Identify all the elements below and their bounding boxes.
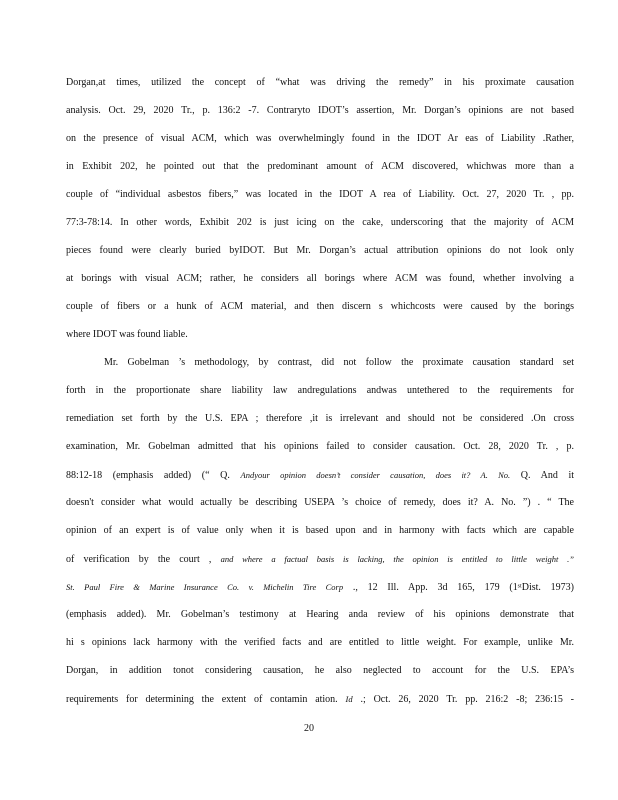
case-citation: ., 12 Ill. App. 3d 165, 179 (1ˢᵗDist. 1973) <box>352 582 574 593</box>
text-line: on the presence of visual ACM, which was overwhelmingly found in the IDOT Ar eas of Liability .Rather, <box>66 133 574 144</box>
citation-text: 88:12-18 (emphasis added) (“ Q. <box>66 470 230 481</box>
text-line <box>66 580 574 595</box>
text-line <box>66 468 574 483</box>
text-line: in Exhibit 202, he pointed out that the predominant amount of ACM discovered, whichwas more than a <box>66 161 574 172</box>
body-text: requirements for determining the extent of contamin ation. <box>66 694 338 705</box>
text-line: analysis. Oct. 29, 2020 Tr., p. 136:2 -7. Contraryto IDOT’s assertion, Mr. Dorgan’s opinions are not based <box>66 105 574 116</box>
text-line: doesn't consider what would actually be describing USEPA ’s choice of remedy, does it? A. No. ”) . “ The <box>66 497 574 508</box>
text-line: where IDOT was found liable. <box>66 329 188 340</box>
text-line: opinion of an expert is of value only when it is based upon and in harmony with facts which are capable <box>66 525 574 536</box>
text-line <box>66 552 574 567</box>
text-line: Mr. Gobelman ’s methodology, by contrast, did not follow the proximate causation standard set <box>104 357 574 368</box>
emphasized-quote: and where a factual basis is lacking, the opinion is entitled to little weight .” <box>220 554 575 564</box>
text-line: Dorgan, in addition tonot considering causation, he also neglected to account for the U.S. EPA’s <box>66 665 574 676</box>
text-line: Dorgan,at times, utilized the concept of “what was driving the remedy” in his proximate causation <box>66 77 574 88</box>
body-text: .; Oct. 26, 2020 Tr. pp. 216:2 -8; 236:15 - <box>360 694 575 705</box>
text-line: hi s opinions lack harmony with the verified facts and are entitled to little weight. For example, unlike Mr. <box>66 637 574 648</box>
text-line: examination, Mr. Gobelman admitted that his opinions failed to consider causation. Oct. 28, 2020 Tr. , p. <box>66 441 574 452</box>
text-line <box>66 692 574 707</box>
text-line: (emphasis added). Mr. Gobelman’s testimony at Hearing anda review of his opinions demonstrate that <box>66 609 574 620</box>
text-line: remediation set forth by the U.S. EPA ; therefore ,it is irrelevant and should not be considered .On cross <box>66 413 574 424</box>
page-number: 20 <box>304 723 314 734</box>
text-line: couple of “individual asbestos fibers,” was located in the IDOT A rea of Liability. Oct. 27, 2020 Tr. , pp. <box>66 189 574 200</box>
quoted-testimony: Andyour opinion doesn’t consider causation, does it? A. No. <box>240 470 511 480</box>
text-line: pieces found were clearly buried byIDOT. But Mr. Dorgan’s actual attribution opinions do not look only <box>66 245 574 256</box>
text-line: 77:3-78:14. In other words, Exhibit 202 is just icing on the cake, underscoring that the majority of ACM <box>66 217 574 228</box>
citation-text: Q. And it <box>520 470 575 481</box>
text-line: forth in the proportionate share liability law andregulations andwas untethered to the requirements for <box>66 385 574 396</box>
id-citation: Id <box>345 694 353 704</box>
text-line: couple of fibers or a hunk of ACM material, and then discern s whichcosts were caused by the borings <box>66 301 574 312</box>
case-name: St. Paul Fire & Marine Insurance Co. v. Michelin Tire Corp <box>66 582 344 592</box>
quote-text: of verification by the court , <box>66 554 212 565</box>
text-line: at borings with visual ACM; rather, he considers all borings where ACM was found, whether involving a <box>66 273 574 284</box>
